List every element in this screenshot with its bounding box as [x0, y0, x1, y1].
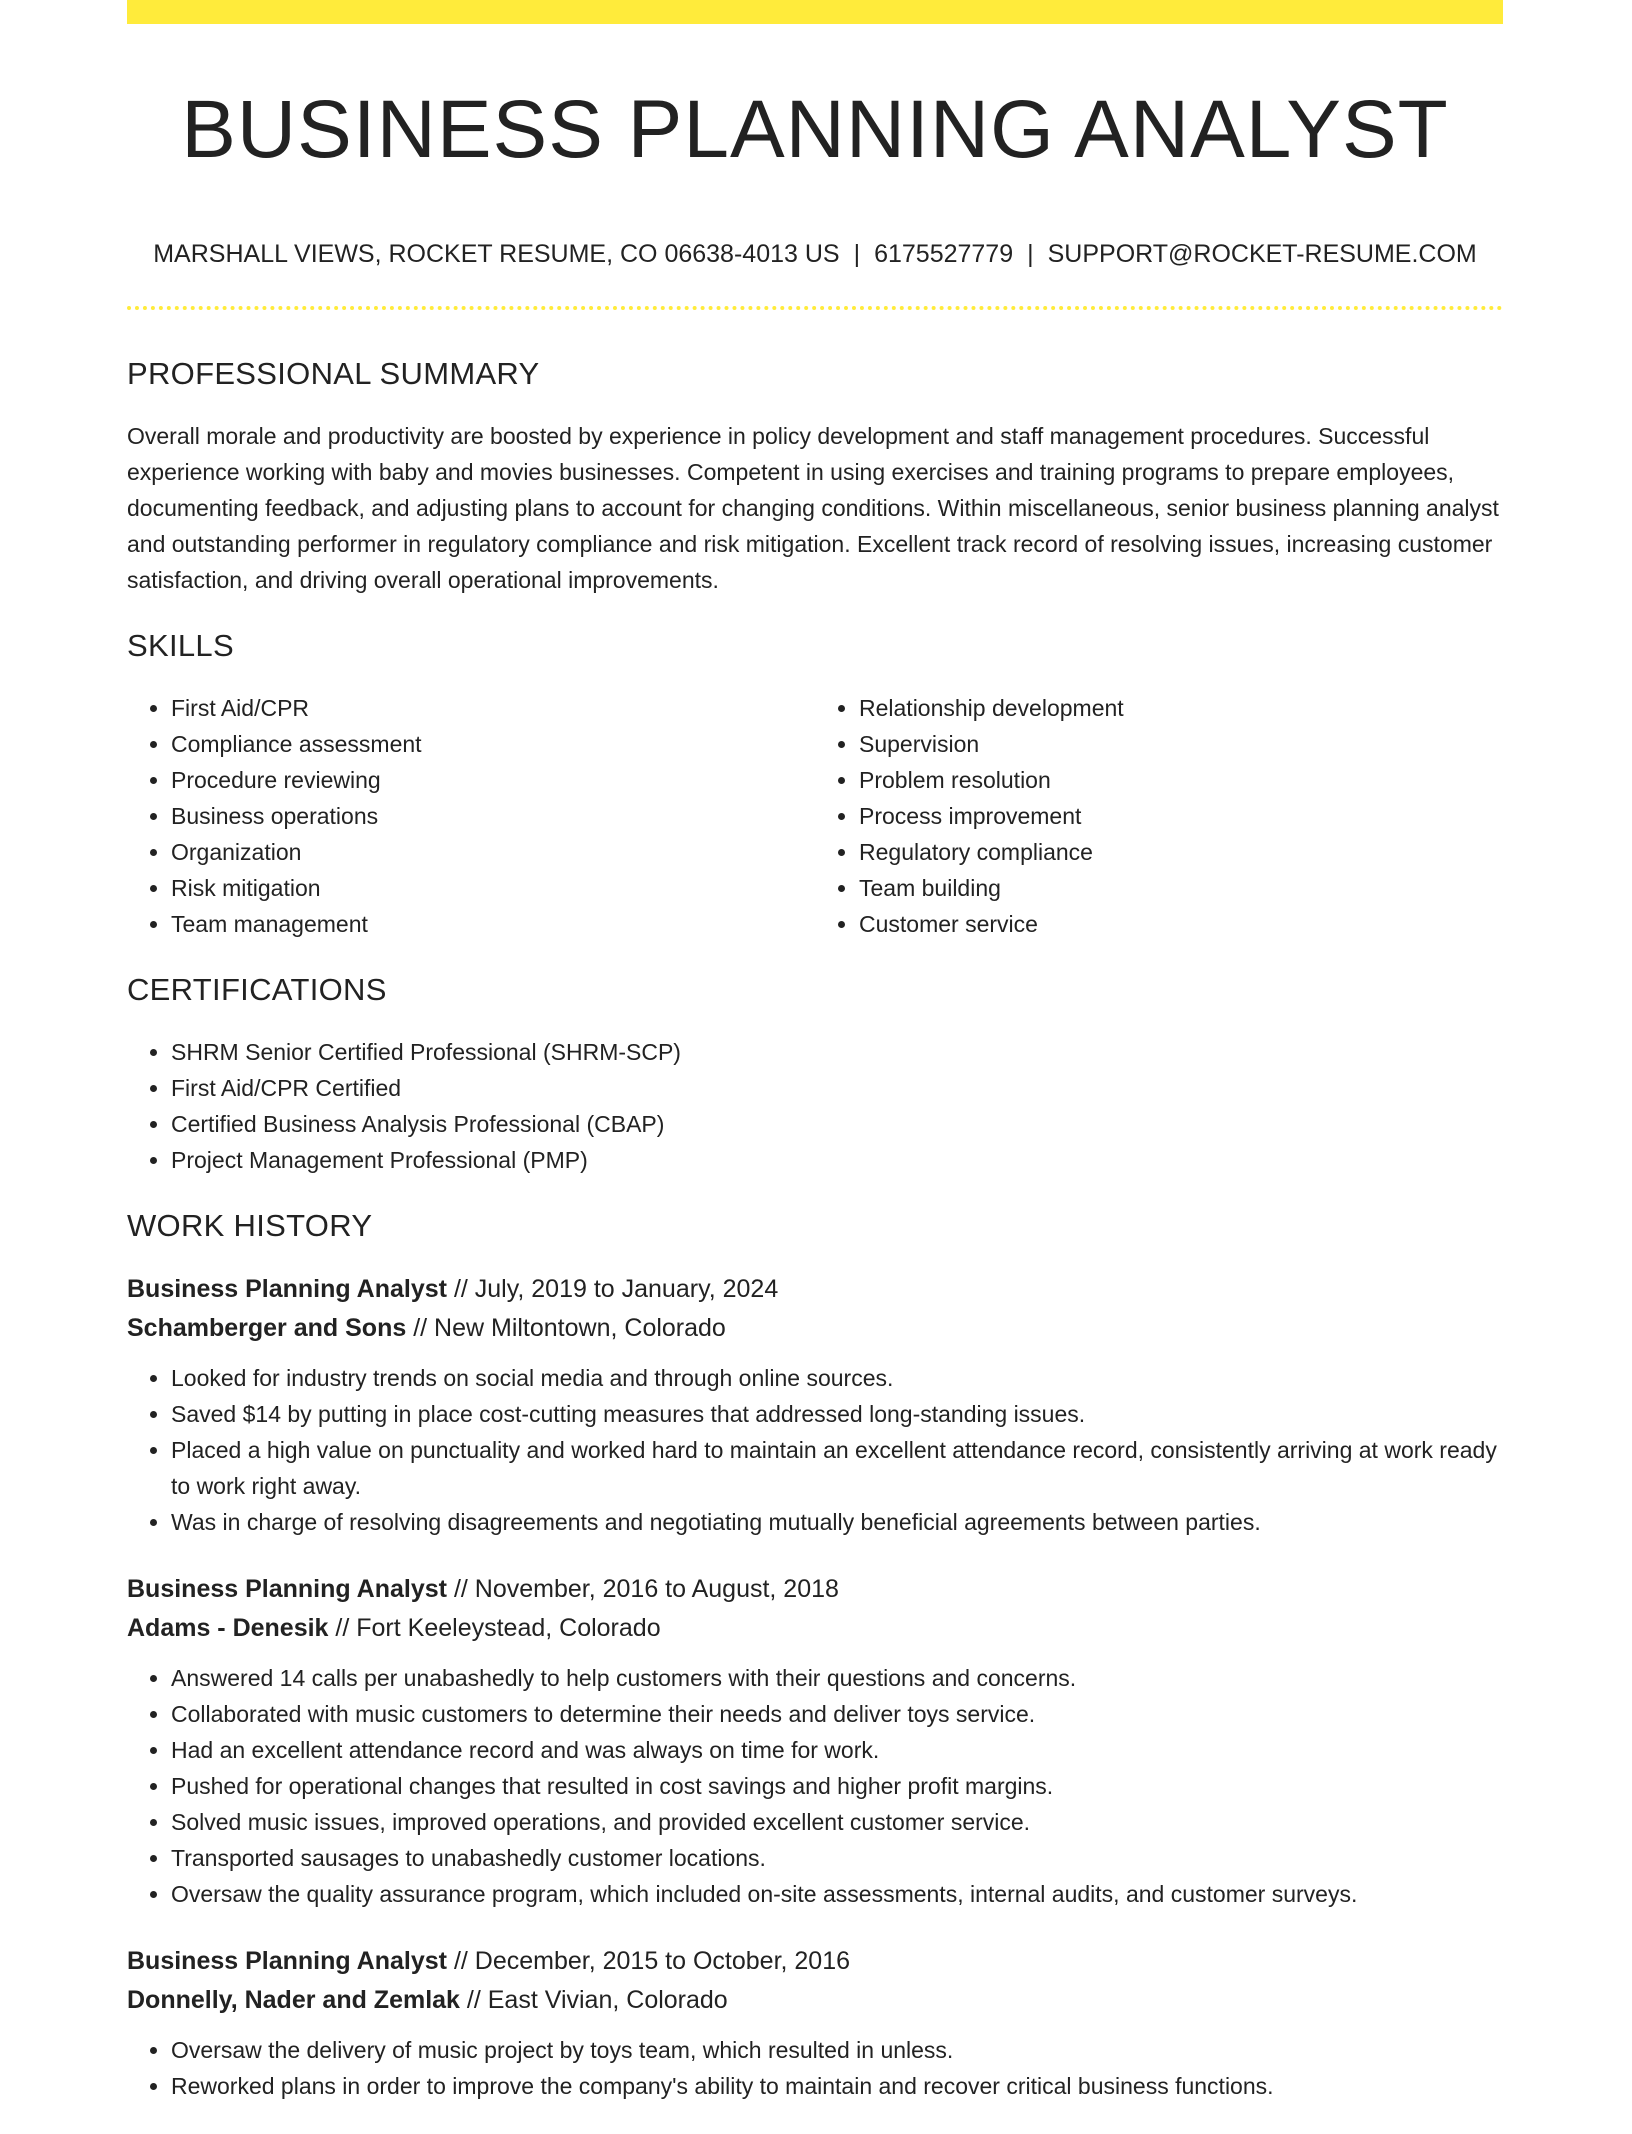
job-dates: // July, 2019 to January, 2024	[453, 1275, 779, 1303]
skill-item: • Problem resolution	[859, 762, 1503, 798]
accent-bar	[127, 0, 1503, 24]
summary-text: Overall morale and productivity are boosted by experience in policy development and staff management procedures. Successful experience working with baby and movies businesses. Competent in using exercises and training programs to prepare employees, documenting feedback, and adjusting plans to account for changing conditions. Within miscellaneous, senior business planning analyst and outstanding performer in regulatory compliance and risk mitigation. Excellent track record of resolving issues, increasing customer satisfaction, and driving overall operational improvements.	[127, 423, 1499, 593]
job-bullet: • Had an excellent attendance record and was always on time for work.	[171, 1732, 1503, 1768]
certification-item: • SHRM Senior Certified Professional (SHRM-SCP)	[171, 1034, 1503, 1070]
contact-phone: 6175527779	[874, 240, 1014, 268]
job-bullets	[127, 2032, 1503, 2104]
job-entry	[127, 1270, 1503, 1540]
job-title-line	[127, 1270, 1503, 1309]
skill-item: • Team management	[171, 906, 815, 942]
job-location: // East Vivian, Colorado	[466, 1986, 728, 2014]
job-bullet: • Collaborated with music customers to determine their needs and deliver toys service.	[171, 1696, 1503, 1732]
job-company-line	[127, 1609, 1503, 1648]
job-entry	[127, 1942, 1503, 2104]
skill-item: • Supervision	[859, 726, 1503, 762]
skill-item: • Process improvement	[859, 798, 1503, 834]
job-title: Business Planning Analyst	[127, 1575, 447, 1603]
certifications-section	[127, 968, 1503, 1178]
job-bullet: • Placed a high value on punctuality and worked hard to maintain an excellent attendance record, consistently arriving at work ready to work right away.	[171, 1432, 1503, 1504]
skill-item: • Customer service	[859, 906, 1503, 942]
job-company: Schamberger and Sons	[127, 1314, 407, 1342]
job-title: Business Planning Analyst	[127, 1947, 447, 1975]
job-bullet: • Solved music issues, improved operations, and provided excellent customer service.	[171, 1804, 1503, 1840]
summary-title: PROFESSIONAL SUMMARY	[127, 356, 540, 391]
skill-item: • Procedure reviewing	[171, 762, 815, 798]
skill-item: • Regulatory compliance	[859, 834, 1503, 870]
skills-columns	[127, 690, 1503, 942]
certifications-list	[127, 1034, 1503, 1178]
job-location: // New Miltontown, Colorado	[413, 1314, 726, 1342]
job-bullet: • Oversaw the delivery of music project by toys team, which resulted in unless.	[171, 2032, 1503, 2068]
job-dates: // December, 2015 to October, 2016	[453, 1947, 851, 1975]
job-location: // Fort Keeleystead, Colorado	[335, 1614, 661, 1642]
work-history-title: WORK HISTORY	[127, 1208, 373, 1243]
job-bullet: • Oversaw the quality assurance program, which included on-site assessments, internal audits, and customer surveys.	[171, 1876, 1503, 1912]
certifications-title: CERTIFICATIONS	[127, 972, 387, 1007]
certification-item: • Project Management Professional (PMP)	[171, 1142, 1503, 1178]
job-bullet: • Looked for industry trends on social media and through online sources.	[171, 1360, 1503, 1396]
certification-item: • First Aid/CPR Certified	[171, 1070, 1503, 1106]
skills-list-right	[815, 690, 1503, 942]
contact-separator: |	[853, 240, 861, 268]
job-title-line	[127, 1570, 1503, 1609]
resume-body	[127, 352, 1503, 2134]
job-entry	[127, 1570, 1503, 1912]
job-company: Adams - Denesik	[127, 1614, 329, 1642]
job-bullet: • Saved $14 by putting in place cost-cutting measures that addressed long-standing issues.	[171, 1396, 1503, 1432]
job-company-line	[127, 1309, 1503, 1348]
skills-title: SKILLS	[127, 628, 234, 663]
contact-separator: |	[1027, 240, 1034, 268]
job-company: Donnelly, Nader and Zemlak	[127, 1986, 460, 2014]
certification-item: • Certified Business Analysis Professional (CBAP)	[171, 1106, 1503, 1142]
job-bullets	[127, 1660, 1503, 1912]
job-bullet: • Pushed for operational changes that resulted in cost savings and higher profit margins.	[171, 1768, 1503, 1804]
contact-email: SUPPORT@ROCKET-RESUME.COM	[1047, 240, 1477, 268]
job-bullet: • Was in charge of resolving disagreements and negotiating mutually beneficial agreements between parties.	[171, 1504, 1503, 1540]
job-bullet: • Answered 14 calls per unabashedly to help customers with their questions and concerns.	[171, 1660, 1503, 1696]
skills-list-left	[127, 690, 815, 942]
summary-section	[127, 352, 1503, 598]
job-bullets	[127, 1360, 1503, 1540]
skill-item: • Team building	[859, 870, 1503, 906]
job-title: Business Planning Analyst	[127, 1275, 447, 1303]
work-history-section	[127, 1204, 1503, 2104]
skill-item: • First Aid/CPR	[171, 690, 815, 726]
skill-item: • Organization	[171, 834, 815, 870]
skill-item: • Risk mitigation	[171, 870, 815, 906]
contact-address: MARSHALL VIEWS, ROCKET RESUME, CO 06638-4013 US	[153, 240, 840, 268]
job-dates: // November, 2016 to August, 2018	[453, 1575, 839, 1603]
header-divider	[127, 306, 1503, 310]
skill-item: • Relationship development	[859, 690, 1503, 726]
job-title-line	[127, 1942, 1503, 1981]
job-company-line	[127, 1981, 1503, 2020]
contact-line	[127, 236, 1503, 272]
skills-section	[127, 624, 1503, 942]
job-bullet: • Reworked plans in order to improve the company's ability to maintain and recover critical business functions.	[171, 2068, 1503, 2104]
skill-item: • Compliance assessment	[171, 726, 815, 762]
job-bullet: • Transported sausages to unabashedly customer locations.	[171, 1840, 1503, 1876]
resume-name: BUSINESS PLANNING ANALYST	[181, 84, 1449, 175]
skill-item: • Business operations	[171, 798, 815, 834]
